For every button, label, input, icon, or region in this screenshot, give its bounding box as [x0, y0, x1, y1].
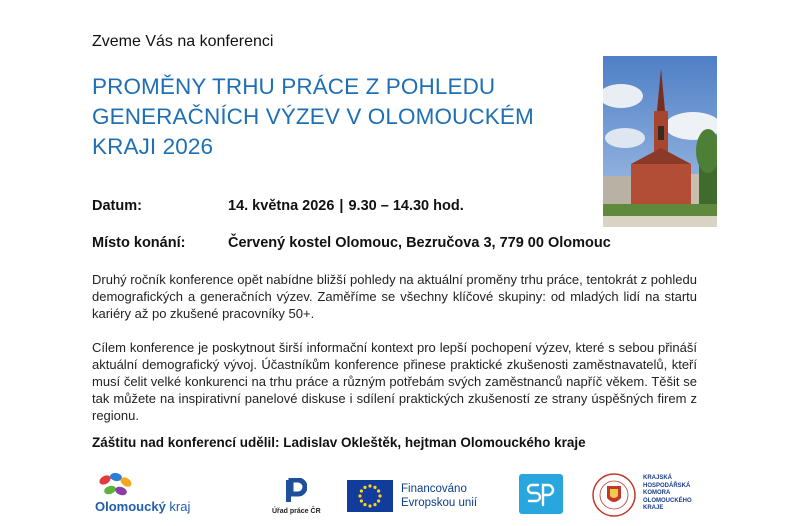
komora-line-4: OLOMOUCKÉHO [643, 497, 692, 504]
olomoucky-kraj-word1: Olomoucký [95, 499, 166, 514]
komora-line-2: HOSPODÁŘSKÁ [643, 482, 691, 489]
sp-logo [519, 474, 563, 514]
date-time: 9.30 – 14.30 hod. [348, 198, 464, 214]
komora-line-5: KRAJE [643, 505, 664, 511]
title-line-3: KRAJI 2026 [92, 134, 214, 159]
date-day: 14. května 2026 [228, 198, 335, 214]
komora-seal-icon [591, 472, 637, 518]
patronage-text: Záštitu nad konferencí udělil: Ladislav Okleštěk, hejtman Olomouckého kraje [92, 435, 586, 450]
date-label: Datum: [92, 198, 142, 214]
title-line-2: GENERAČNÍCH VÝZEV V OLOMOUCKÉM [92, 104, 534, 129]
church-photo [603, 56, 717, 227]
venue-value: Červený kostel Olomouc, Bezručova 3, 779 00 Olomouc [228, 235, 611, 251]
date-value [228, 198, 464, 214]
urad-prace-logo [270, 478, 320, 520]
venue-label: Místo konání: [92, 235, 186, 251]
paragraph-intro: Druhý ročník konference opět nabídne bližší pohledy na aktuální proměny trhu práce, tentokrát z pohledu demografických a generačních výzev. Zaměříme se všechny klíčové skupiny: od mladých lidí na startu kariéry až po zkušené pracovníky 50+. [92, 272, 697, 321]
sp-mark-icon [519, 474, 563, 514]
komora-line-3: KOMORA [643, 490, 671, 496]
urad-prace-label: Úřad práce ČR [272, 508, 321, 515]
olomoucky-kraj-word2: kraj [169, 499, 191, 514]
komora-line-1: KRAJSKÁ [643, 475, 673, 481]
krajska-komora-logo [591, 472, 701, 518]
eu-line1: Financováno [401, 483, 467, 495]
invitation-text: Zveme Vás na konferenci [92, 33, 274, 50]
eu-logo [347, 480, 497, 512]
paragraph-goal: Cílem konference je poskytnout širší informační kontext pro lepší pochopení výzev, které s sebou přináší aktuální demografický vývoj. Účastníkům konference přinese praktické zkušenosti zaměstnavatelů, kteří musí čelit velké konkurenci na trhu práce a různým potřebám svých zaměstnanců napříč věkem. Těšit se tak můžete na inspirativní panelové diskuse i sdílení praktických zkušeností ze strany úspěšných firem z regionu. [92, 340, 697, 423]
olomoucky-kraj-emblem-icon [95, 472, 135, 500]
eu-line2: Evropskou unií [401, 497, 478, 509]
urad-prace-emblem-icon [283, 478, 307, 504]
title-line-1: PROMĚNY TRHU PRÁCE Z POHLEDU [92, 74, 496, 99]
date-separator: | [339, 198, 344, 214]
conference-title [92, 72, 592, 162]
eu-flag-icon [347, 480, 393, 512]
olomoucky-kraj-logo [93, 472, 238, 516]
